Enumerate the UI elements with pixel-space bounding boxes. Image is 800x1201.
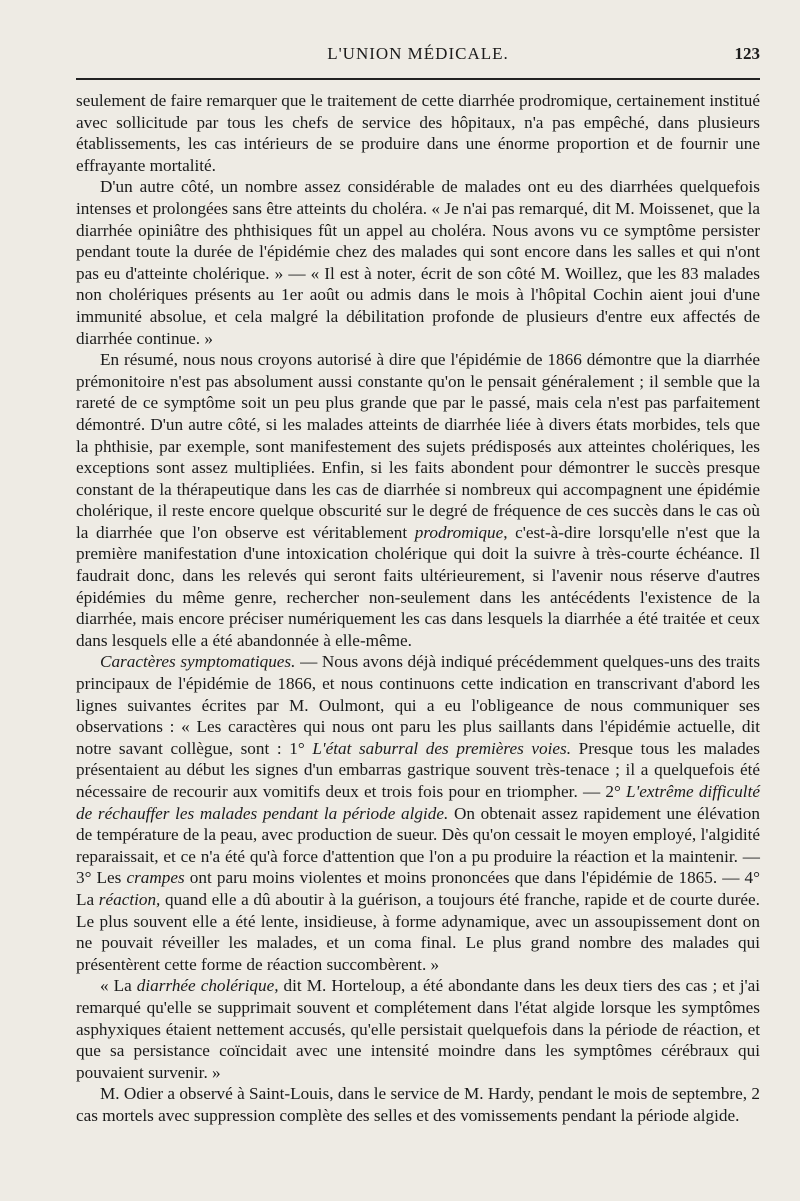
text-run: D'un autre côté, un nombre assez considérable de malades ont eu des diarrhées quelquefois intenses et prolongées sans être atteints du choléra. « Je n'ai pas remarqué, dit M. Moissenet, que la diarrhée opiniâtre des phthisiques fût un appel au choléra. Nous avons vu ce symptôme persister pendant toute la durée de l'épidémie chez des malades qui sont encore dans les salles et qui n'ont pas eu d'atteinte cholérique. » — « Il est à noter, écrit de son côté M. Woillez, que les 83 malades non cholériques présents au 1er août ou admis dans le mois à l'hôpital Cochin aient joui d'une immunité absolue, et cela malgré la débilitation profonde de plusieurs d'entre eux affectés de diarrhée continue. »: [76, 177, 760, 348]
paragraph-p6: [76, 1083, 760, 1126]
italic-text: crampes: [126, 868, 185, 888]
paragraph-p2: [76, 176, 760, 349]
header-rule: [76, 78, 760, 80]
paragraph-p4: [76, 651, 760, 975]
italic-text: Caractères symptomatiques.: [100, 652, 296, 672]
page-number: 123: [734, 44, 760, 63]
body-text: [76, 90, 760, 1127]
text-run: seulement de faire remarquer que le traitement de cette diarrhée prodromique, certainement institué avec sollicitude par tous les chefs de service des hôpitaux, n'a pas empêché, dans plusieurs établissements, les cas intérieurs de se produire dans une énorme proportion et de fournir une effrayante mortalité.: [76, 91, 760, 175]
text-run: , c'est-à-dire lorsqu'elle n'est que la première manifestation d'une intoxication cholérique qui doit la suivre à très-courte échéance. Il faudrait donc, dans les relevés qui seront faits ultérieurement, si l'avenir nous réserve d'autres épidémies du même genre, rechercher non-seulement dans les antécédents l'existence de la diarrhée, mais encore préciser numériquement les cas dans lesquels la diarrhée a été traitée et ceux dans lesquels elle a été abandonnée à elle-même.: [76, 522, 761, 650]
paragraph-p3: [76, 349, 760, 651]
journal-title: L'UNION MÉDICALE.: [327, 44, 509, 63]
text-run: On obtenait assez rapidement une élévation de température de la peau, avec production de sueur. Dès qu'on cessait le moyen employé, l'algidité reparaissait, et ce n'a été qu'à force d'attention que l'on a pu produire la réaction et la maintenir. — 3° Les: [76, 803, 760, 888]
italic-text: réaction,: [98, 889, 161, 909]
text-run: Presque tous les malades présentaient au début les signes d'un embarras gastrique souvent très-tenace ; il a quelquefois été nécessaire de recourir aux vomitifs deux et trois fois pour en triompher. — 2°: [76, 738, 760, 801]
italic-text: diarrhée cholérique,: [136, 976, 279, 996]
italic-text: prodromique: [414, 522, 504, 542]
italic-text: L'extrême difficulté de réchauffer les malades pendant la période algide.: [76, 782, 760, 823]
text-run: ont paru moins violentes et moins prononcées que dans l'épidémie de 1865. — 4° La: [76, 868, 760, 909]
text-run: M. Odier a observé à Saint-Louis, dans le service de M. Hardy, pendant le mois de septembre, 2 cas mortels avec suppression complète des selles et des vomissements pendant la période algide.: [76, 1084, 760, 1125]
text-run: En résumé, nous nous croyons autorisé à dire que l'épidémie de 1866 démontre que la diarrhée prémonitoire n'est pas absolument aussi constante qu'on le pensait généralement ; il semble que la rareté de ce symptôme soit un peu plus grande que par le passé, mais cela n'est pas parfaitement démontré. D'un autre côté, si les malades atteints de diarrhée liée à divers états morbides, tels que la phthisie, par exemple, sont manifestement des sujets prédisposés aux atteintes cholériques, les exceptions sont assez multipliées. Enfin, si les faits abondent pour démontrer le succès presque constant de la thérapeutique dans les cas de diarrhée si nombreux qui accompagnent une épidémie cholérique, il reste encore quelque obscurité sur le degré de fréquence de ces succès dans le cas où la diarrhée que l'on observe est véritablement: [76, 350, 760, 542]
text-run: dit M. Horteloup, a été abondante dans les deux tiers des cas ; et j'ai remarqué qu'elle se supprimait souvent et complétement dans l'état algide lorsque les symptômes asphyxiques étaient nettement accusés, qu'elle persistait quelquefois dans la période de réaction, et que sa persistance coïncidait avec une intensité moindre dans les symptômes cérébraux qui pouvaient survenir. »: [76, 976, 760, 1082]
text-run: « La: [100, 976, 137, 996]
paragraph-p1: [76, 90, 760, 176]
text-run: quand elle a dû aboutir à la guérison, a toujours été franche, rapide et de courte durée. Le plus souvent elle a été lente, insidieuse, à forme adynamique, avec un assoupissement dont on ne pouvait réveiller les malades, et un coma final. Le plus grand nombre des malades qui présentèrent cette forme de réaction succombèrent. »: [76, 889, 760, 974]
text-run: — Nous avons déjà indiqué précédemment quelques-uns des traits principaux de l'épidémie de 1866, et nous continuons cette indication en transcrivant d'abord les lignes suivantes écrites par M. Oulmont, qui a eu l'obligeance de nous communiquer ses observations : « Les caractères qui nous ont paru les plus saillants dans l'épidémie actuelle, dit notre savant collègue, sont : 1°: [76, 652, 761, 758]
italic-text: L'état saburral des premières voies.: [312, 738, 572, 758]
paragraph-p5: [76, 975, 760, 1083]
running-header: [76, 44, 760, 78]
